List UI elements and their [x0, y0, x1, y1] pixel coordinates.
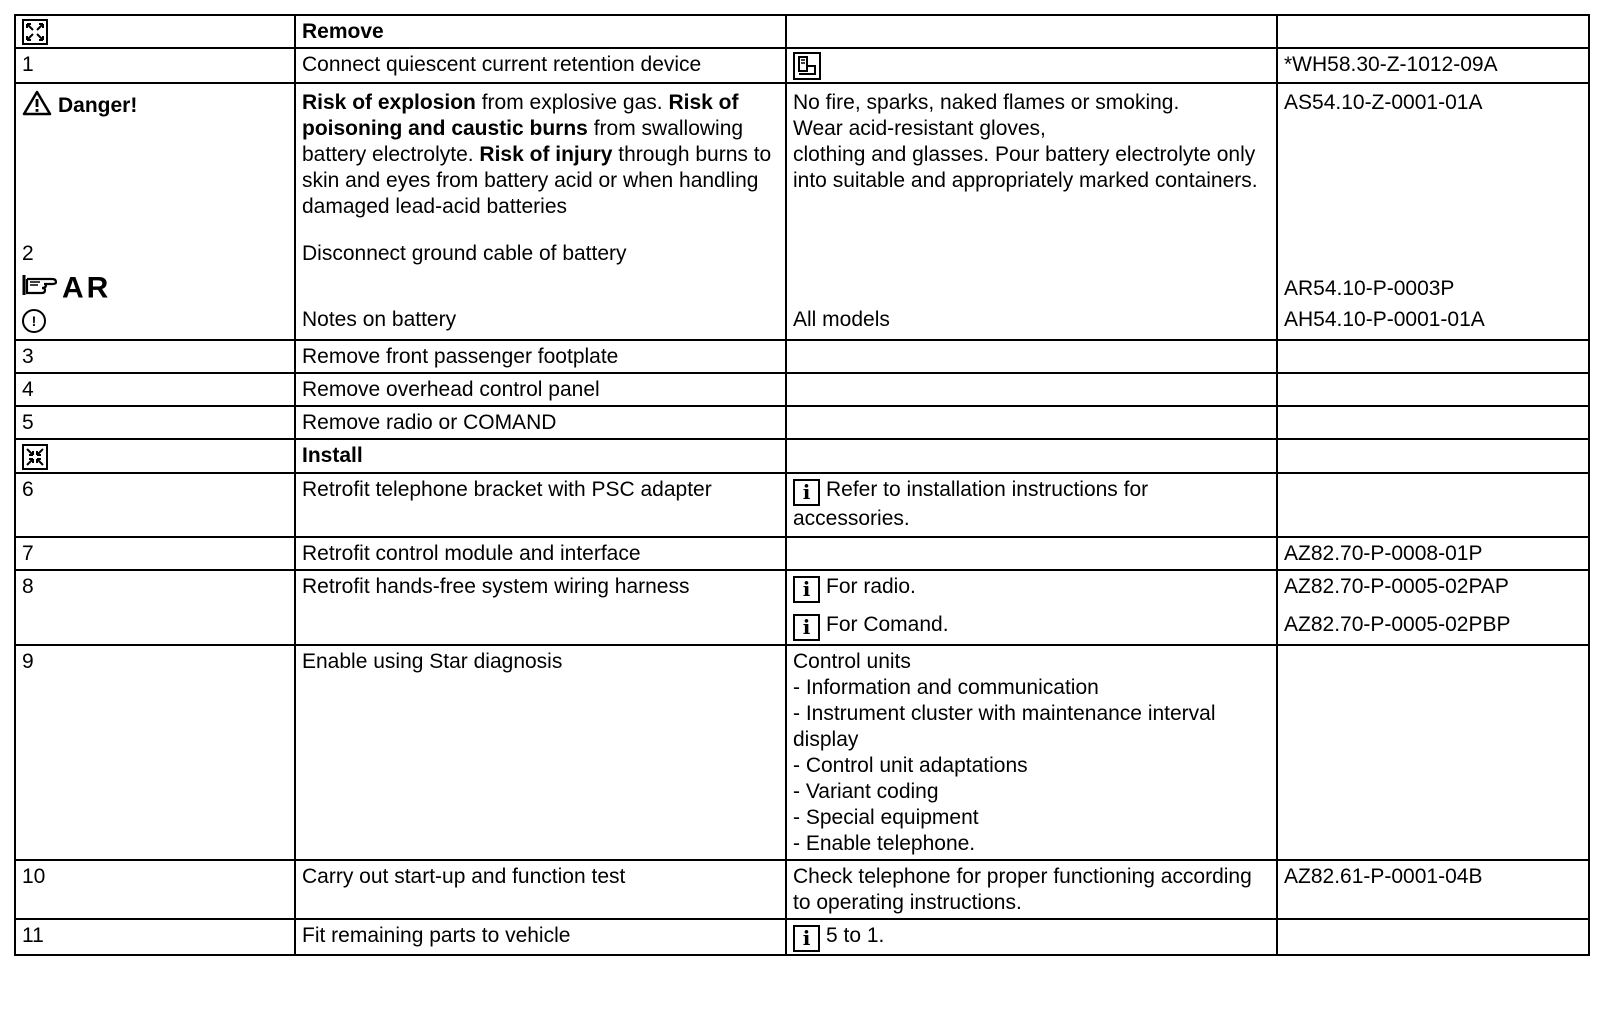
table-row	[15, 473, 1589, 537]
document-reference[interactable]: AH54.10-P-0001-01A	[1284, 308, 1485, 332]
step-number: 11	[15, 919, 295, 955]
document-reference[interactable]: AZ82.61-P-0001-04B	[1277, 860, 1589, 919]
step-action: Disconnect ground cable of battery	[302, 242, 627, 266]
step-number: 1	[15, 48, 295, 83]
table-row	[15, 340, 1589, 373]
procedure-sheet	[14, 14, 1590, 956]
step-number: 10	[15, 860, 295, 919]
document-reference[interactable]: AZ82.70-P-0005-02PBP	[1284, 612, 1511, 636]
step-number: 7	[15, 537, 295, 570]
step-note: Check telephone for proper functioning according to operating instructions.	[786, 860, 1277, 919]
install-heading: Install	[295, 439, 786, 472]
step-action: Retrofit hands-free system wiring harness	[295, 570, 786, 645]
step-note: For radio.	[826, 574, 916, 598]
retention-device-icon	[793, 52, 821, 80]
document-reference[interactable]: AS54.10-Z-0001-01A	[1284, 91, 1483, 115]
danger-label: Danger!	[58, 94, 138, 118]
list-item: - Information and communication	[793, 675, 1099, 699]
list-item: - Control unit adaptations	[793, 753, 1028, 777]
step-note: 5 to 1.	[826, 923, 885, 947]
info-icon: i	[793, 479, 820, 506]
info-icon: i	[793, 576, 820, 603]
list-item: - Enable telephone.	[793, 831, 976, 855]
table-row	[15, 645, 1589, 860]
step-number: 9	[15, 645, 295, 860]
ar-label: AR	[62, 271, 112, 305]
step-action: Fit remaining parts to vehicle	[295, 919, 786, 955]
remove-heading: Remove	[295, 15, 786, 48]
step-number: 4	[15, 373, 295, 406]
warning-triangle-icon	[22, 90, 52, 123]
list-item: Control units	[793, 649, 911, 673]
step-action: Connect quiescent current retention device	[295, 48, 786, 83]
table-row	[15, 860, 1589, 919]
step-number: 2	[22, 242, 34, 266]
danger-description: Risk of explosion from explosive gas. Risk of poisoning and caustic burns from swallowing battery electrolyte. Risk of injury through burns to skin and eyes from battery acid or when handling damaged lead-acid batteries	[302, 91, 772, 219]
table-row	[15, 537, 1589, 570]
remove-arrows-icon	[22, 19, 48, 45]
step-number: 5	[15, 406, 295, 439]
step-action: Remove overhead control panel	[295, 373, 786, 406]
step-note: For Comand.	[826, 612, 949, 636]
danger-note: No fire, sparks, naked flames or smoking. Wear acid-resistant gloves, clothing and glasses. Pour battery electrolyte only into suitable and appropriately marked containers.	[793, 91, 1258, 193]
info-icon: i	[793, 925, 820, 952]
info-icon: i	[793, 614, 820, 641]
step-number: 8	[15, 570, 295, 645]
document-reference[interactable]: AR54.10-P-0003P	[1284, 277, 1455, 301]
table-row	[15, 15, 1589, 48]
document-reference[interactable]: AZ82.70-P-0008-01P	[1277, 537, 1589, 570]
step-action: Enable using Star diagnosis	[295, 645, 786, 860]
step-note: Refer to installation instructions for accessories.	[793, 477, 1149, 530]
step-action: Retrofit telephone bracket with PSC adapter	[295, 473, 786, 537]
step-action: Retrofit control module and interface	[295, 537, 786, 570]
control-unit-list	[786, 645, 1277, 860]
install-icon-cell	[15, 439, 295, 472]
notes-circle-icon: !	[22, 309, 46, 333]
notes-note: All models	[793, 308, 890, 332]
table-row	[15, 406, 1589, 439]
table-row	[15, 83, 1589, 340]
list-item: - Special equipment	[793, 805, 979, 829]
table-row	[15, 570, 1589, 645]
list-item: - Variant coding	[793, 779, 939, 803]
step-number: 6	[15, 473, 295, 537]
table-row	[15, 373, 1589, 406]
notes-action: Notes on battery	[302, 308, 457, 332]
list-item: - Instrument cluster with maintenance interval display	[793, 701, 1216, 751]
procedure-table	[14, 14, 1590, 956]
remove-icon-cell	[15, 15, 295, 48]
table-row	[15, 439, 1589, 472]
document-reference[interactable]: AZ82.70-P-0005-02PAP	[1284, 574, 1509, 598]
step-action: Remove front passenger footplate	[295, 340, 786, 373]
table-row	[15, 48, 1589, 83]
document-reference[interactable]: *WH58.30-Z-1012-09A	[1277, 48, 1589, 83]
pointing-hand-icon	[22, 271, 62, 306]
table-row	[15, 919, 1589, 955]
step-action: Carry out start-up and function test	[295, 860, 786, 919]
step-number: 3	[15, 340, 295, 373]
step-action: Remove radio or COMAND	[295, 406, 786, 439]
install-arrows-icon	[22, 444, 48, 470]
